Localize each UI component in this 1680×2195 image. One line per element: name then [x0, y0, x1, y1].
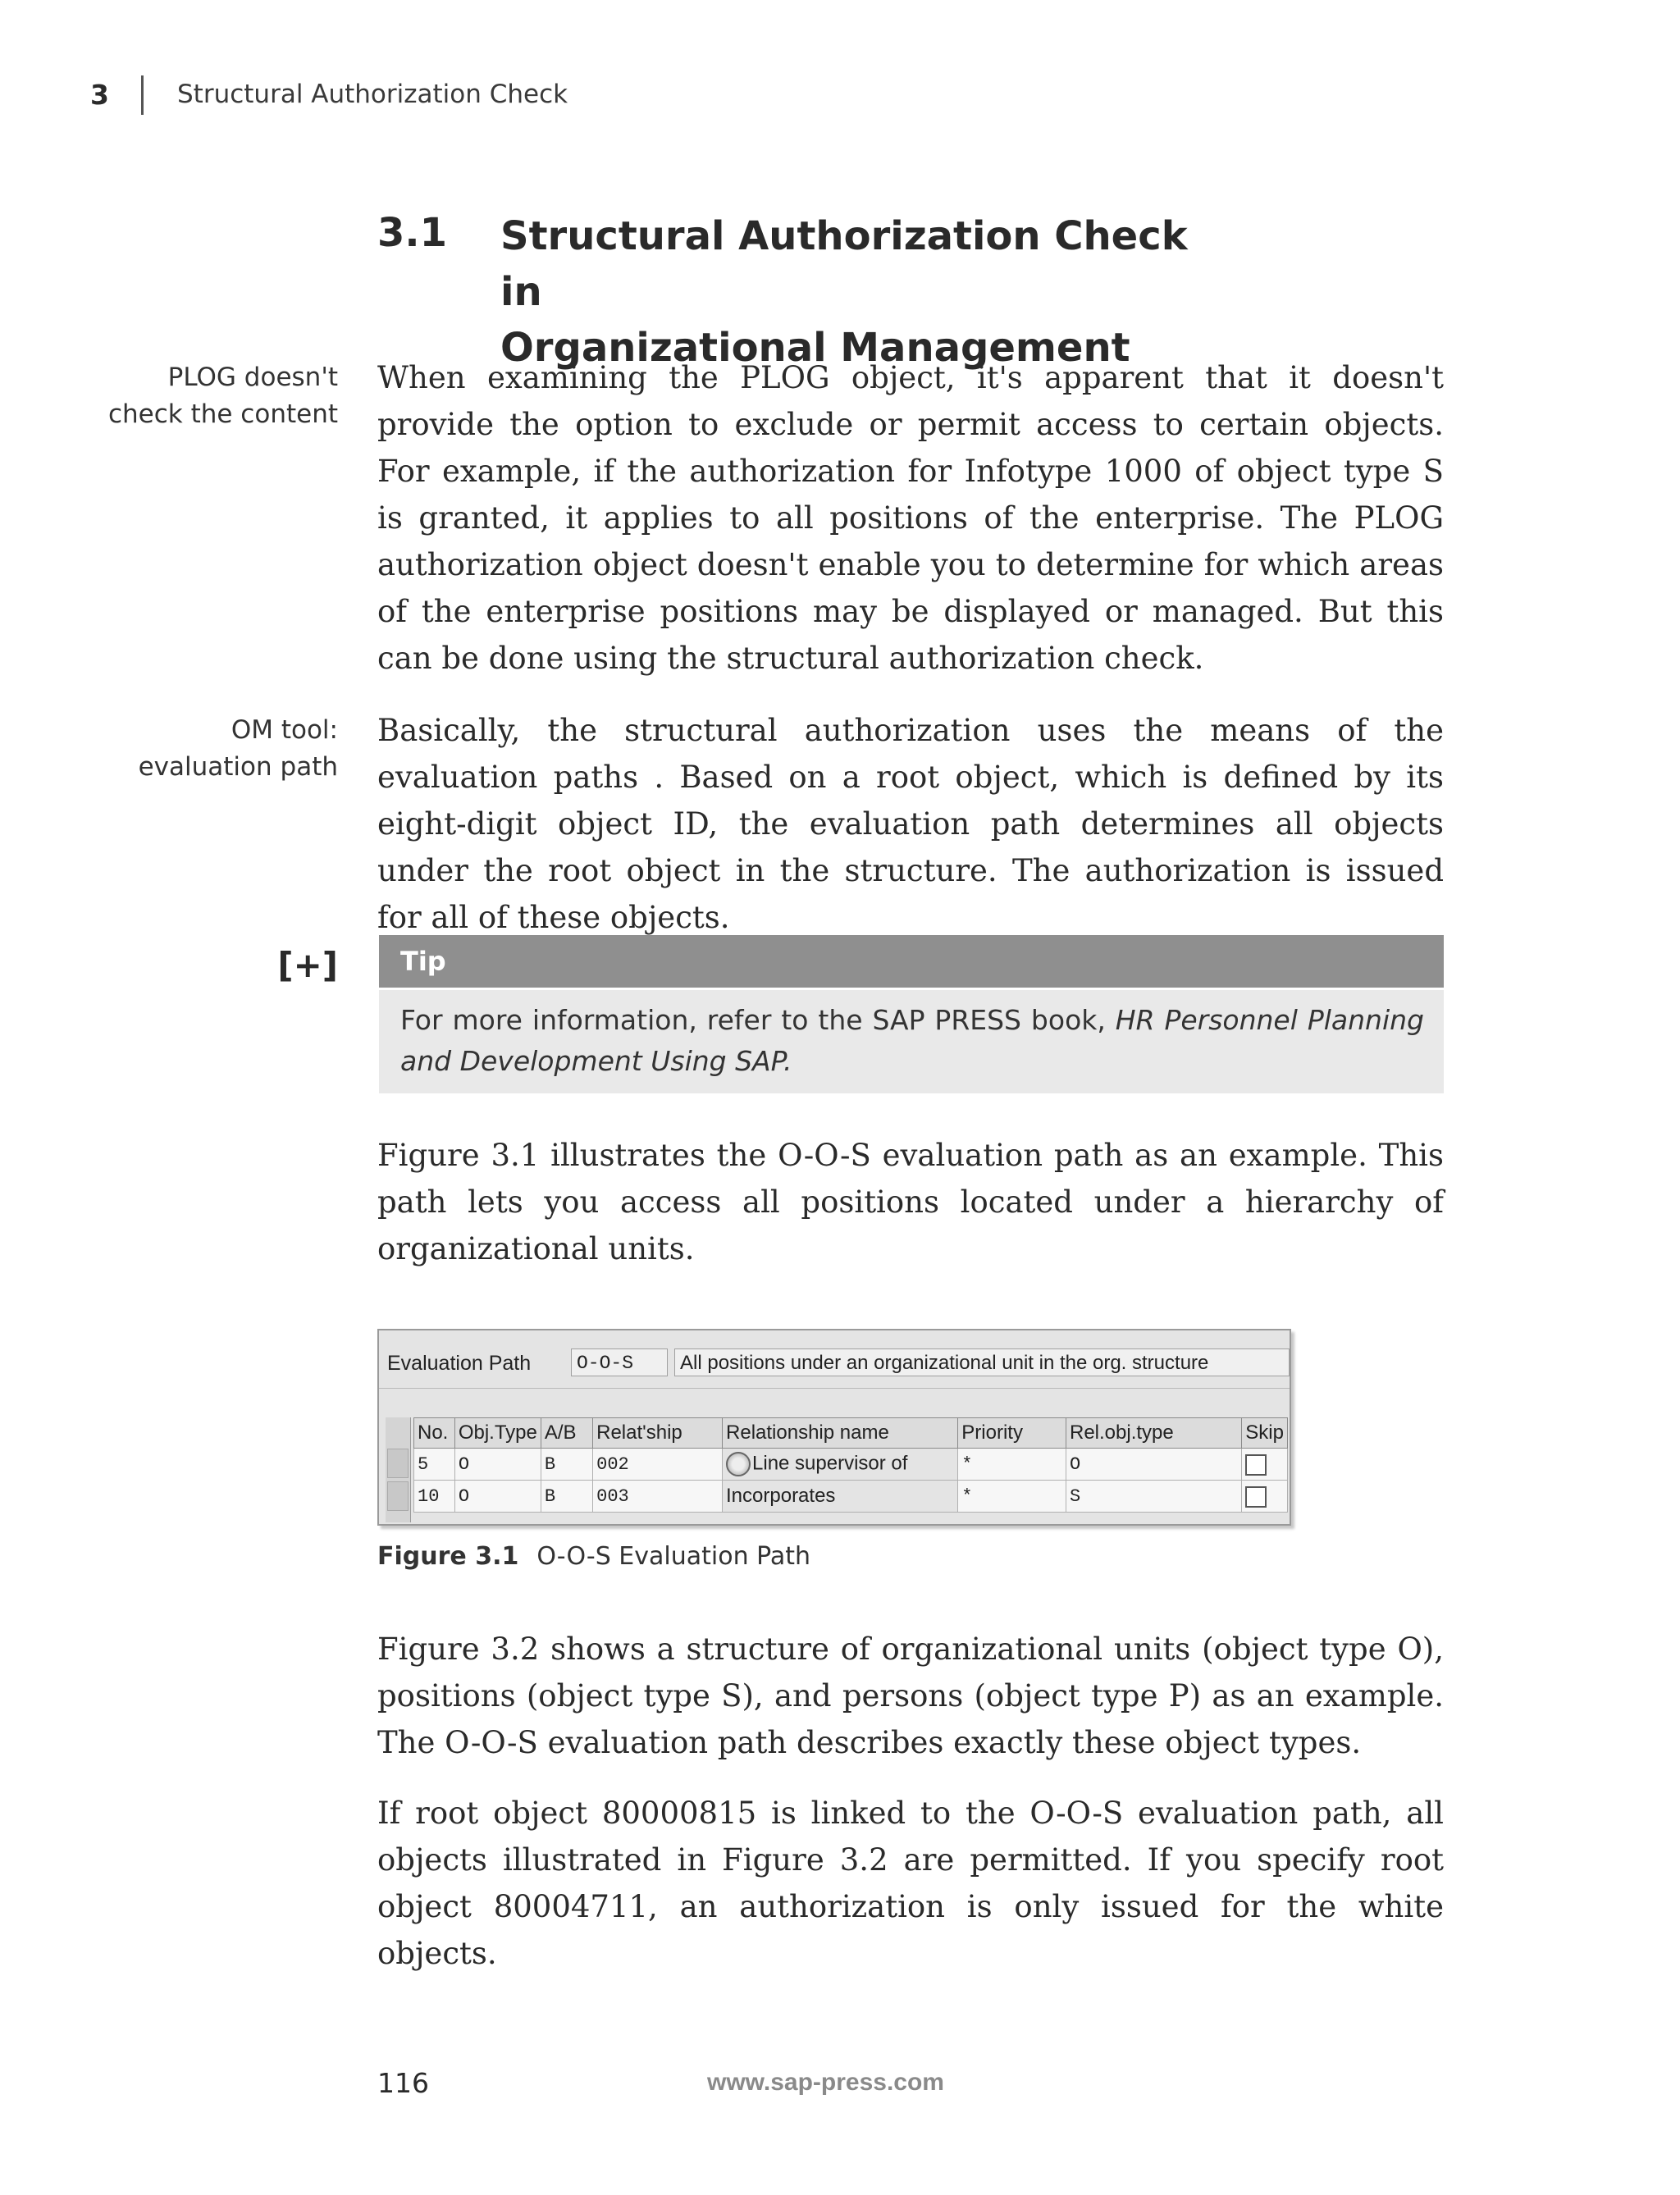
column-header[interactable]: Priority — [958, 1418, 1066, 1449]
cell-skip — [1242, 1449, 1288, 1481]
paragraph-plog: When examining the PLOG object, it's apparent that it doesn't provide the option to exclude or permit access to certain objects. For example, if the authorization for Infotype 1000 of object type S is granted, it applies to all positions of the enterprise. The PLOG authorization object doesn't enable you to determine for which areas of the enterprise positions may be displayed or managed. But this can be done using the structural authorization check. — [377, 360, 1444, 676]
section-title-line2: Organizational Management — [500, 325, 1130, 371]
screenshot-divider — [379, 1388, 1290, 1389]
tip-book-title: HR Personnel Planning and Development Using SAP. — [400, 1004, 1424, 1077]
column-header[interactable]: Relationship name — [723, 1418, 958, 1449]
table-header-row — [414, 1418, 1288, 1449]
section-title — [500, 208, 1239, 376]
evaluation-path-field[interactable]: O-O-S — [571, 1348, 668, 1376]
section-number: 3.1 — [377, 210, 448, 256]
margin-note-line: PLOG doesn't — [167, 363, 338, 392]
page-number: 116 — [377, 2067, 429, 2099]
cell-priority[interactable]: * — [958, 1481, 1066, 1513]
paragraph-figure-intro: Figure 3.1 illustrates the O-O-S evaluation path as an example. This path lets you access all positions located under a hierarchy of organizational units. — [377, 1138, 1444, 1266]
skip-checkbox[interactable] — [1245, 1486, 1267, 1508]
cell-relationship-name: Incorporates — [723, 1481, 958, 1513]
column-header[interactable]: A/B — [541, 1418, 592, 1449]
row-selector[interactable] — [387, 1481, 409, 1511]
column-header[interactable]: Relat'ship — [593, 1418, 723, 1449]
cell-obj-type[interactable]: O — [454, 1481, 541, 1513]
relationship-grid — [386, 1417, 1288, 1522]
margin-note-plog — [108, 359, 338, 433]
tip-heading: Tip — [379, 935, 1444, 988]
cell-relationship-name — [723, 1449, 958, 1481]
margin-note-om-tool — [139, 712, 338, 786]
cell-relationship[interactable]: 002 — [593, 1449, 723, 1481]
cell-ab[interactable]: B — [541, 1481, 592, 1513]
paragraph-root-object: If root object 80000815 is linked to the O-O-S evaluation path, all objects illustrated in Figure 3.2 are permitted. If you specify root object 80004711, an authorization is only issued for the white objects. — [377, 1796, 1444, 1971]
relationship-name-text: Line supervisor of — [752, 1452, 908, 1475]
margin-note-line: OM tool: — [231, 715, 338, 745]
figure-caption — [377, 1542, 810, 1571]
value-help-icon[interactable] — [726, 1452, 751, 1476]
evaluation-path-label: Evaluation Path — [387, 1352, 532, 1375]
evaluation-path-description: All positions under an organizational unit in the org. structure — [674, 1348, 1290, 1376]
paragraph-evaluation-path: Basically, the structural authorization uses the means of the evaluation paths . Based on a root object, which is defined by its eight-digit object ID, the evaluation path determines all objects under the root object in the structure. The authorization is issued for all of these objects. — [377, 713, 1444, 935]
paragraph-structure: Figure 3.2 shows a structure of organizational units (object type O), positions (object type S), and persons (object type P) as an example. The O-O-S evaluation path describes exactly these object types. — [377, 1631, 1444, 1760]
section-title-line1: Structural Authorization Check in — [500, 213, 1188, 315]
table-row — [414, 1481, 1288, 1513]
column-header[interactable]: No. — [414, 1418, 455, 1449]
tip-marker: [+] — [277, 945, 338, 985]
cell-rel-obj-type[interactable]: S — [1066, 1481, 1242, 1513]
table-row — [414, 1449, 1288, 1481]
tip-text: For more information, refer to the SAP PRESS book, — [400, 1004, 1116, 1036]
skip-checkbox[interactable] — [1245, 1454, 1267, 1476]
header-divider — [141, 75, 144, 115]
cell-priority[interactable]: * — [958, 1449, 1066, 1481]
evaluation-path-screenshot — [377, 1329, 1291, 1526]
publisher-url: www.sap-press.com — [707, 2069, 944, 2096]
cell-rel-obj-type[interactable]: O — [1066, 1449, 1242, 1481]
column-header[interactable]: Obj.Type — [454, 1418, 541, 1449]
column-header[interactable]: Skip — [1242, 1418, 1288, 1449]
chapter-number: 3 — [90, 79, 109, 111]
cell-relationship[interactable]: 003 — [593, 1481, 723, 1513]
row-selector-column — [386, 1417, 411, 1522]
cell-skip — [1242, 1481, 1288, 1513]
figure-label: Figure 3.1 — [377, 1542, 519, 1571]
tip-body — [379, 990, 1444, 1093]
margin-note-line: check the content — [107, 399, 338, 429]
cell-ab[interactable]: B — [541, 1449, 592, 1481]
figure-caption-text: O-O-S Evaluation Path — [536, 1542, 811, 1571]
relationship-table — [413, 1417, 1288, 1513]
cell-no[interactable]: 10 — [414, 1481, 455, 1513]
cell-no[interactable]: 5 — [414, 1449, 455, 1481]
tip-box — [379, 935, 1444, 1093]
cell-obj-type[interactable]: O — [454, 1449, 541, 1481]
column-header[interactable]: Rel.obj.type — [1066, 1418, 1242, 1449]
margin-note-line: evaluation path — [138, 752, 338, 782]
row-selector[interactable] — [387, 1449, 409, 1478]
chapter-title: Structural Authorization Check — [177, 80, 568, 109]
